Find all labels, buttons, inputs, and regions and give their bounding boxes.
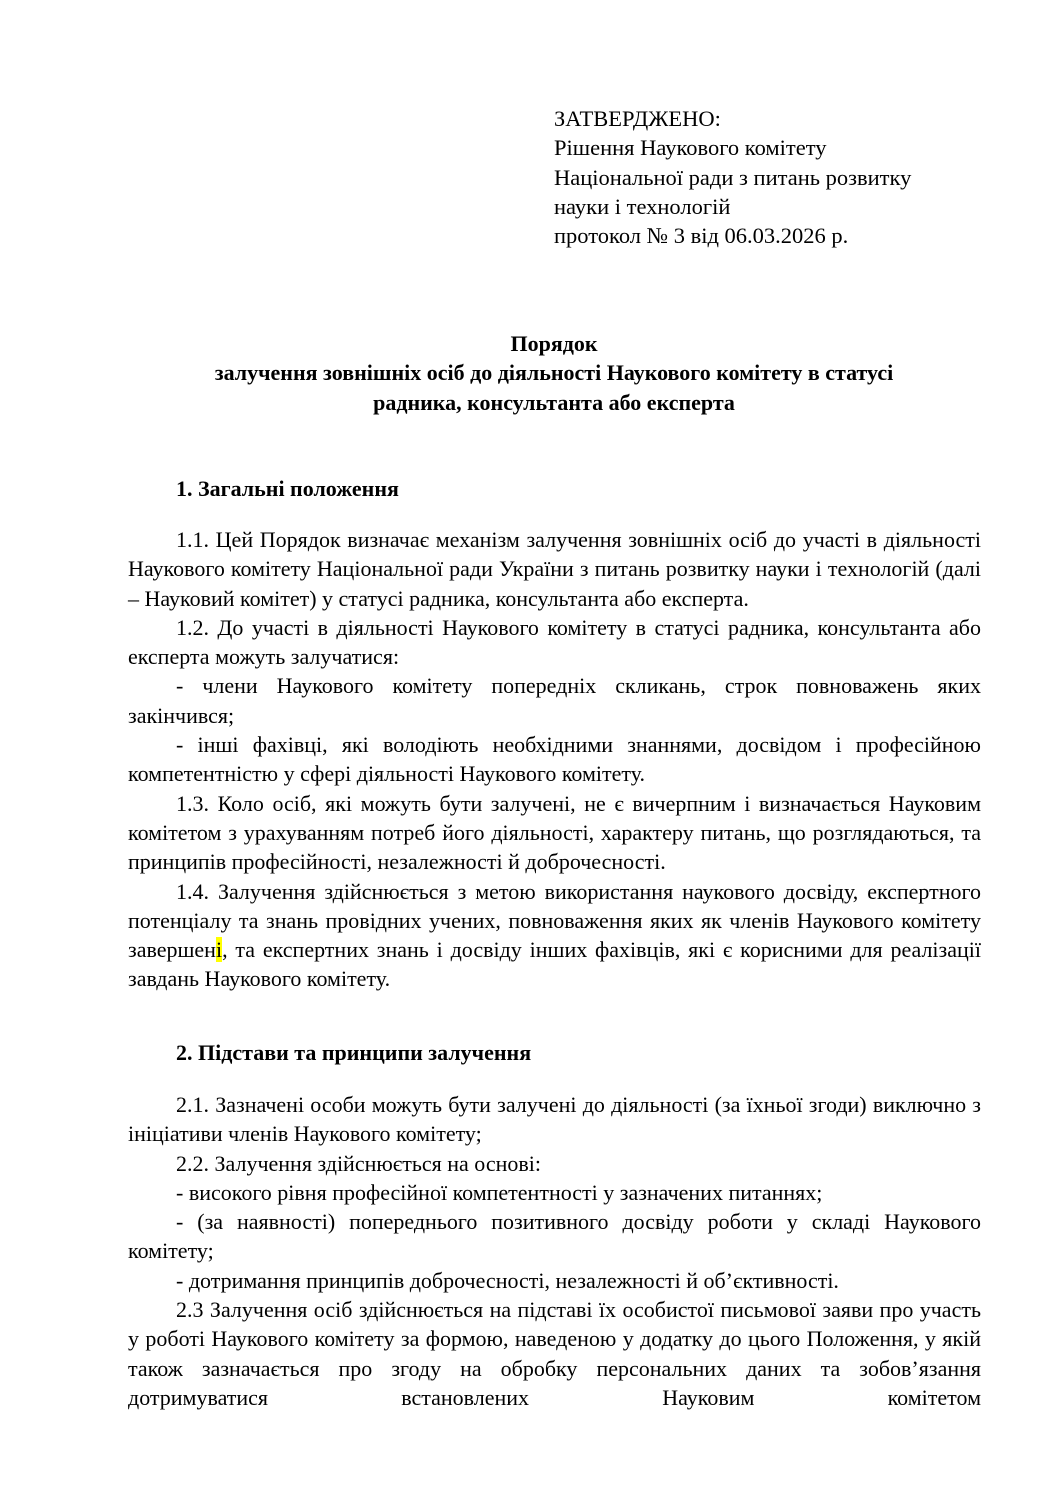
- paragraph-1-4-after: , та експертних знань і досвіду інших фахівців, які є корисними для реалізації завдань Наукового комітету.: [128, 937, 981, 992]
- approval-line: Рішення Наукового комітету: [554, 135, 827, 161]
- paragraph-1-1: 1.1. Цей Порядок визначає механізм залучення зовнішніх осіб до участі в діяльності Наукового комітету Національної ради України з питань розвитку науки і технологій (далі – Науковий комітет) у статусі радника, консультанта або експерта.: [128, 527, 981, 611]
- paragraph-1-4-before: 1.4. Залучення здійснюється з метою використання наукового досвіду, експертного потенціалу та знань провідних учених, повноваження яких як членів Наукового комітету завершен: [128, 878, 981, 963]
- section-1-body: [128, 525, 981, 994]
- section-2-body: [128, 1090, 981, 1412]
- approval-line: науки і технологій: [554, 193, 731, 219]
- highlighted-text: і: [215, 937, 223, 963]
- paragraph-1-4: [128, 877, 981, 994]
- approval-heading: ЗАТВЕРДЖЕНО:: [554, 106, 721, 131]
- approval-stamp: [554, 104, 911, 250]
- list-item: - дотримання принципів доброчесності, незалежності й об’єктивності.: [176, 1267, 839, 1293]
- list-item: - члени Наукового комітету попередніх скликань, строк повноважень яких закінчився;: [128, 673, 981, 728]
- title-line-2: залучення зовнішніх осіб до діяльності Наукового комітету в статусі: [214, 360, 894, 386]
- list-item: - інші фахівці, які володіють необхідними знаннями, досвідом і професійною компетентністю у сфері діяльності Наукового комітету.: [128, 732, 981, 787]
- paragraph-1-2: 1.2. До участі в діяльності Наукового комітету в статусі радника, консультанта або експерта можуть залучатися:: [128, 614, 981, 670]
- paragraph-1-3: 1.3. Коло осіб, які можуть бути залучені, не є вичерпним і визначається Науковим комітетом з урахуванням потреб його діяльності, характеру питань, що розглядаються, та принципів професійності, незалежності й доброчесності.: [128, 790, 981, 875]
- approval-protocol: протокол № 3 від 06.03.2026 р.: [554, 223, 849, 249]
- list-item: - високого рівня професійної компетентності у зазначених питаннях;: [176, 1179, 823, 1205]
- title-line-3: радника, консультанта або експерта: [373, 389, 735, 415]
- approval-line: Національної ради з питань розвитку: [554, 164, 912, 190]
- paragraph-2-1: 2.1. Зазначені особи можуть бути залучені до діяльності (за їхньої згоди) виключно з ініціативи членів Наукового комітету;: [128, 1092, 981, 1147]
- document-title: [128, 329, 980, 417]
- section-heading-2: 2. Підстави та принципи залучення: [176, 1040, 532, 1065]
- paragraph-2-3: 2.3 Залучення осіб здійснюється на підставі їх особистої письмової заяви про участь у роботі Наукового комітету за формою, наведеною у додатку до цього Положення, у якій також зазначається про згоду на обробку персональних даних та зобов’язання дотримуватися встановлених Науковим комітетом: [128, 1297, 981, 1410]
- title-line-1: Порядок: [510, 331, 598, 356]
- list-item: - (за наявності) попереднього позитивного досвіду роботи у складі Наукового комітету;: [128, 1209, 981, 1264]
- section-heading-1: 1. Загальні положення: [176, 476, 399, 501]
- paragraph-2-2: 2.2. Залучення здійснюється на основі:: [176, 1150, 542, 1176]
